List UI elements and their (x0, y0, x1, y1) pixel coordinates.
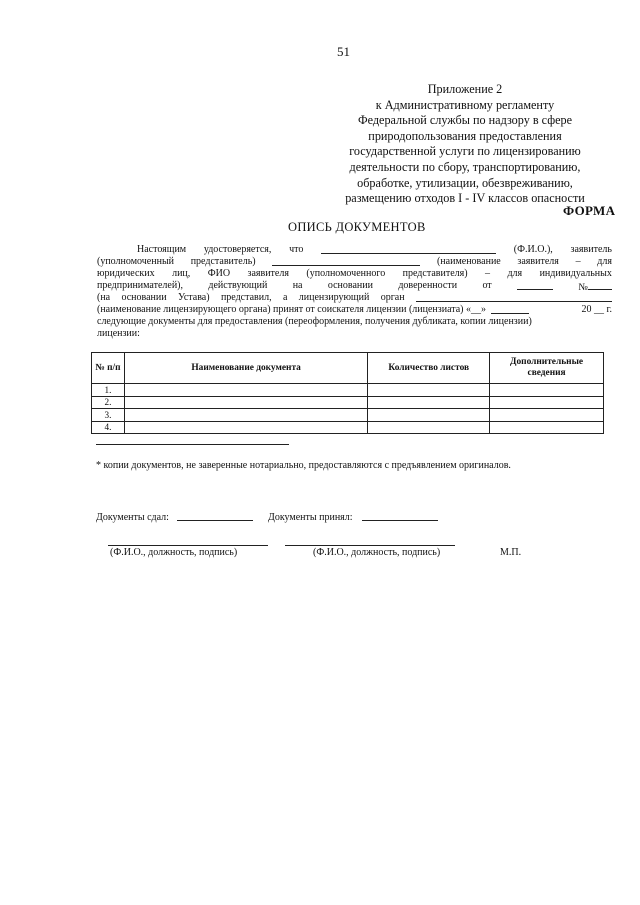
row-number: 2. (92, 396, 125, 409)
page-count-cell[interactable] (368, 409, 490, 422)
column-header: Количество листов (368, 353, 490, 384)
appendix-line: Приложение 2 (427, 82, 503, 96)
text-line: Настоящим удостоверяется, что (Ф.И.О.), заявитель (137, 244, 612, 255)
representative-blank[interactable] (272, 256, 420, 266)
right-signature-line[interactable] (285, 545, 455, 546)
footnote: * копии документов, не заверенные нотариально, предоставляются с предъявлением оригиналов. (96, 460, 511, 471)
fio-caption-left: (Ф.И.О., должность, подпись) (110, 547, 238, 558)
table-row (92, 396, 604, 409)
licensing-body-blank[interactable] (416, 292, 612, 302)
text-line: лицензии: (97, 328, 140, 339)
appendix-line: Федеральной службы по надзору в сфере (357, 113, 573, 128)
table-row (92, 384, 604, 397)
page-count-cell[interactable] (368, 421, 490, 434)
fio-caption-right: (Ф.И.О., должность, подпись) (313, 547, 441, 558)
accepted-blank[interactable] (362, 520, 438, 521)
text-line: следующие документы для предоставления (переоформления, получения дубликата, копии лицензии) (97, 316, 532, 327)
handed-over-blank[interactable] (177, 520, 253, 521)
document-name-cell[interactable] (124, 396, 367, 409)
row-number: 4. (92, 421, 125, 434)
additional-info-cell[interactable] (490, 396, 604, 409)
appendix-line: размещению отходов I - IV классов опасности (345, 191, 585, 206)
appendix-header (300, 82, 630, 207)
additional-info-cell[interactable] (490, 421, 604, 434)
row-number: 3. (92, 409, 125, 422)
text-line: предпринимателей), действующий на основании доверенности от № (97, 280, 612, 292)
documents-table (91, 352, 604, 434)
form-label: ФОРМА (563, 203, 616, 218)
appendix-line: обработке, утилизации, обезвреживанию, (357, 175, 573, 190)
footnote-separator (96, 444, 289, 445)
column-header: № п/п (92, 353, 125, 384)
document-name-cell[interactable] (124, 384, 367, 397)
text-line: (на основании Устава) представил, а лицензирующий орган (97, 292, 612, 304)
number-blank[interactable] (588, 280, 612, 290)
document-name-cell[interactable] (124, 409, 367, 422)
table-header-row (92, 353, 604, 384)
additional-info-cell[interactable] (490, 409, 604, 422)
month-blank[interactable] (491, 304, 529, 314)
page-number: 51 (337, 44, 350, 59)
additional-info-cell[interactable] (490, 384, 604, 397)
text-line: (уполномоченный представитель) (наименование заявителя – для (97, 256, 612, 267)
column-header: Дополнительные сведения (490, 353, 604, 384)
fio-blank[interactable] (321, 244, 496, 254)
table-row (92, 421, 604, 434)
appendix-line: природопользования предоставления (368, 128, 562, 143)
handed-over-label: Документы сдал: (96, 512, 169, 523)
text-line: юридических лиц, ФИО заявителя (уполномоченного представителя) – для индивидуальных (97, 268, 612, 279)
date-blank[interactable] (517, 280, 553, 290)
appendix-line: государственной услуги по лицензированию (349, 144, 581, 159)
row-number: 1. (92, 384, 125, 397)
appendix-line: к Административному регламенту (375, 97, 555, 112)
document-name-cell[interactable] (124, 421, 367, 434)
accepted-label: Документы принял: (268, 512, 353, 523)
table-row (92, 409, 604, 422)
page-count-cell[interactable] (368, 396, 490, 409)
appendix-line: деятельности по сбору, транспортированию, (349, 159, 581, 174)
left-signature-line[interactable] (108, 545, 268, 546)
column-header: Наименование документа (124, 353, 367, 384)
document-title: ОПИСЬ ДОКУМЕНТОВ (288, 220, 426, 234)
text-line: (наименование лицензирующего органа) принят от соискателя лицензии (лицензиата) «__» 20 __ г. (97, 304, 612, 315)
page-count-cell[interactable] (368, 384, 490, 397)
stamp-label: М.П. (500, 547, 522, 558)
